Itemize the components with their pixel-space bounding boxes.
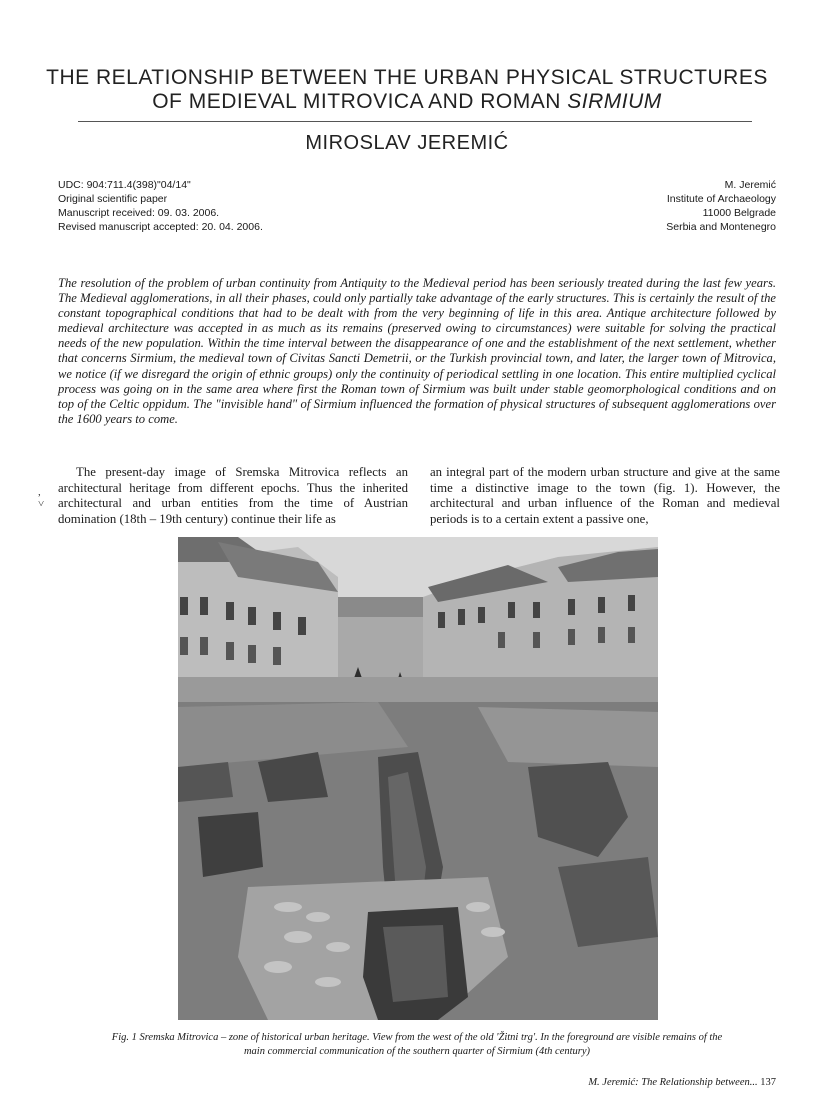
title-line-2-main: OF MEDIEVAL MITROVICA AND ROMAN [152, 90, 568, 113]
caption-line-1: Fig. 1 Sremska Mitrovica – zone of historical urban heritage. View from the west of the old 'Žitni trg'. In the foreground are visible remains of the [111, 1032, 723, 1043]
title-divider [78, 121, 752, 122]
author-affiliation [476, 178, 776, 234]
article-title [40, 66, 774, 114]
affiliation-city: 11000 Belgrade [702, 207, 776, 219]
abstract: The resolution of the problem of urban continuity from Antiquity to the Medieval period has been seriously treated during the last few years. The Medieval agglomerations, in all their phases, could only partially take advantage of the early structures. This is certainly the result of the constant topographical conditions that had to be dealt with from the very beginning of life in this area. Antique architecture followed by medieval architecture was accepted in as much as its remains (preserved owing to circumstances) were suitable for solving the practical needs of the new population. Within the time interval between the disappearance of one and the establishment of the next settlement, whether that concerns Sirmium, the medieval town of Civitas Sancti Demetrii, or the Turkish provincial town, and later, the larger town of Mitrovica, we notice (if we disregard the origin of ethnic groups) only the continuity of periodical settling in one location. This entire multiplied cyclical process was going on in the same area where first the Roman town of Sirmium was built under stable geomorphological conditions and on top of the Celtic oppidum. The "invisible hand" of Sirmium influenced the formation of physical structures of subsequent agglomerations over the 1600 years to come. [58, 276, 776, 426]
townscape-photo-illustration [178, 537, 658, 1020]
body-column-left: The present-day image of Sremska Mitrovica reflects an architectural heritage from different epochs. Thus the inherited architectural and urban entities from the time of Austrian domination (18th – 19th century) continue their life as [58, 465, 408, 526]
title-line-2-italic: SIRMIUM [567, 90, 662, 113]
accepted-date: Revised manuscript accepted: 20. 04. 2006. [58, 221, 263, 233]
running-head: M. Jeremić: The Relationship between... [588, 1077, 761, 1088]
article-metadata [58, 178, 418, 234]
margin-mark: , ˅ [38, 486, 45, 510]
paper-type: Original scientific paper [58, 193, 168, 205]
udc-code: UDC: 904:711.4(398)"04/14" [58, 179, 191, 191]
author-name: MIROSLAV JEREMIĆ [305, 132, 509, 154]
figure-caption [58, 1031, 776, 1058]
title-line-2 [40, 90, 774, 114]
body-column-right: an integral part of the modern urban structure and give at the same time a distinctive image to the town (fig. 1). However, the architectural and urban influence of the Roman and medieval periods is to a certain extent a passive one, [430, 465, 780, 526]
affiliation-institute: Institute of Archaeology [666, 193, 776, 205]
affiliation-name: M. Jeremić [724, 179, 776, 191]
page-number: 137 [760, 1077, 776, 1088]
affiliation-country: Serbia and Montenegro [666, 221, 776, 233]
figure-photo [178, 537, 658, 1020]
running-footer [588, 1077, 776, 1088]
caption-line-2: main commercial communication of the southern quarter of Sirmium (4th century) [243, 1045, 591, 1057]
title-line-1: THE RELATIONSHIP BETWEEN THE URBAN PHYSICAL STRUCTURES [46, 66, 768, 89]
received-date: Manuscript received: 09. 03. 2006. [58, 207, 220, 219]
